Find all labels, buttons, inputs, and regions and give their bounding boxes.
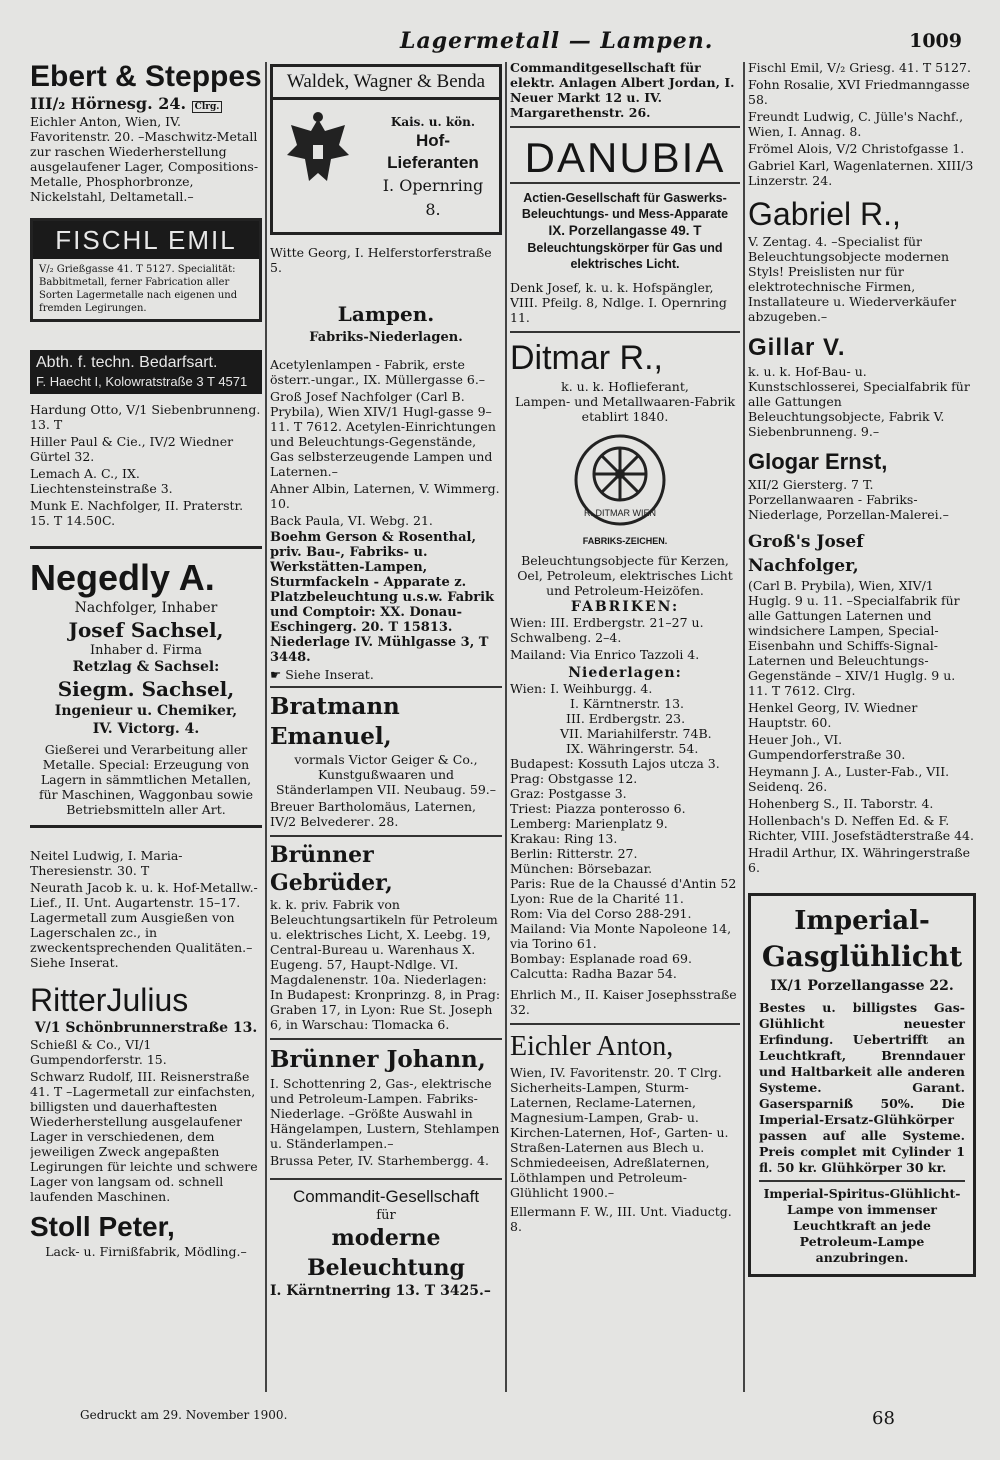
fabrik-wien: Wien: III. Erdbergstr. 21–27 u. Schwalbeng. 2–4. xyxy=(510,615,704,645)
listing-henkel: Henkel Georg, IV. Wiedner Hauptstr. 60. xyxy=(748,700,918,730)
column-2 xyxy=(270,60,502,1300)
gabriel-r-title: Gabriel R., xyxy=(748,196,901,232)
waldek-advertisement xyxy=(270,64,502,235)
listing-back: Back Paula, VI. Webg. 21. xyxy=(270,513,433,528)
niederlagen-heading: Niederlagen: xyxy=(568,665,682,681)
listing-commandit-jordan: Commanditgesellschaft für elektr. Anlagen Albert Jordan, I. Neuer Markt 12 u. IV. Margarethenstr. 26. xyxy=(510,60,735,120)
page-number: 1009 xyxy=(909,30,962,52)
print-date: Gedruckt am 29. November 1900. xyxy=(80,1408,288,1422)
imperial-spiritus: Imperial-Spiritus-Glühlicht-Lampe von immenser Leuchtkraft an jede Petroleum-Lampe anzubringen. xyxy=(759,1180,965,1266)
negedly-siegm: Siegm. Sachsel, xyxy=(57,677,235,701)
column-rule xyxy=(505,62,507,1392)
ditmar-advertisement xyxy=(510,331,740,981)
bruenner-j-title: Brünner Johann, xyxy=(270,1038,502,1076)
gross2-text: (Carl B. Prybila), Wien, XIV/1 Huglg. 9 u. 11. –Specialfabrik für alle Gattungen Laternen und windsichere Lampen, Special-Eisenbahn und Schiffs-Signal-Laternen und Beleuchtungs-Gegenstände – XIV/1 Huglg. 9 u. 11. T 7612. Clrg. xyxy=(748,578,960,698)
negedly-inhaber: Inhaber d. Firma xyxy=(89,643,203,658)
waldek-oper: I. Opernring 8. xyxy=(382,176,484,219)
ebert-address: III/₂ Hörnesg. 24. xyxy=(30,94,187,113)
gillar-text: k. u. k. Hof-Bau- u. Kunstschlosserei, Specialfabrik für alle Gattungen Beleuchtungsobjecte, Fabrik V. Siebenbrunneng. 9.– xyxy=(748,364,970,439)
listing-gabriel-karl: Gabriel Karl, Wagenlaternen. XIII/3 Linzerstr. 24. xyxy=(748,158,974,188)
listing-acetylen: Acetylenlampen - Fabrik, erste österr.-ungar., IX. Müllergasse 6.– xyxy=(270,357,486,387)
commandit-fuer: für xyxy=(376,1208,396,1223)
commandit-title: Commandit-Gesellschaft xyxy=(292,1187,480,1206)
listing-munk: Munk E. Nachfolger, II. Praterstr. 15. T 14.50C. xyxy=(30,498,244,528)
nl-wien-3: III. Erdbergstr. 23. xyxy=(566,711,686,726)
bruenner-j-text: I. Schottenring 2, Gas-, elektrische und Petroleum-Lampen. Fabriks-Niederlage. –Größte Auswahl in Hängelampen, Lustern, Stehlampen u. Ständerlampen.– xyxy=(270,1076,500,1151)
negedly-retzlag: Retzlag & Sachsel: xyxy=(72,659,220,675)
negedly-victorg: IV. Victorg. 4. xyxy=(92,721,200,737)
gabriel-r-text: V. Zentag. 4. –Specialist für Beleuchtungsobjecte modernen Styls! Preislisten nur für elektrotechnische Firmen, Installateure u. Wiederverkäufer abzugeben.– xyxy=(748,234,957,324)
waldek-hof: Hof- xyxy=(416,131,450,150)
listing-ellermann: Ellermann F. W., III. Unt. Viaductg. 8. xyxy=(510,1204,732,1234)
page-header xyxy=(0,28,1000,58)
listing-ehrlich: Ehrlich M., II. Kaiser Josephsstraße 32. xyxy=(510,987,737,1017)
column-1 xyxy=(30,60,262,1259)
listing-neurath: Neurath Jacob k. u. k. Hof-Metallw.-Lief., II. Unt. Augartenstr. 15–17. Lagermetall zum Ausgießen von Lagerschalen zc., in zweckentsprechenden Qualitäten.– Siehe Inserat. xyxy=(30,880,258,970)
section-fabriks: Fabriks-Niederlagen. xyxy=(309,330,463,345)
danubia-title: DANUBIA xyxy=(510,134,740,184)
listing-heymann: Heymann J. A., Luster-Fab., VII. Seidenq. 26. xyxy=(748,764,950,794)
commandit-address: I. Kärntnerring 13. T 3425.– xyxy=(270,1283,491,1299)
listing-gross: Groß Josef Nachfolger (Carl B. Prybila), Wien XIV/1 Hugl-gasse 9–11. T 7612. Acetylen-Einrichtungen und Beleuchtungs-Gegenstände, Gas selbsterzeugende Lampen und Laternen.– xyxy=(270,389,496,479)
nl-calcutta: Calcutta: Radha Bazar 54. xyxy=(510,966,677,981)
nl-bombay: Bombay: Esplanade road 69. xyxy=(510,951,692,966)
nl-krakau: Krakau: Ring 13. xyxy=(510,831,618,846)
nl-budapest: Budapest: Kossuth Lajos utcza 3. xyxy=(510,756,720,771)
negedly-advertisement xyxy=(30,546,262,828)
nl-paris: Paris: Rue de la Chaussé d'Antin 52 xyxy=(510,876,737,891)
imperial-text: Bestes u. billigstes Gas-Glühlicht neuester Erfindung. Uebertrifft an Leuchtkraft, Brenndauer und Haltbarkeit alle anderen Systeme. Garant. Gasersparniß 50%. Die Imperial-Ersatz-Glühkörper passen auf alle Systeme. Preis complet mit Cylinder 1 fl. 50 kr. Glühkörper 30 kr. xyxy=(759,1000,965,1175)
fabriken-heading: FABRIKEN: xyxy=(570,599,680,615)
danubia-advertisement xyxy=(510,126,740,272)
imperial-gasgluehlicht: Gasglühlicht xyxy=(761,940,963,973)
commandit-moderne: moderne Beleuchtung xyxy=(307,1225,465,1281)
waldek-details xyxy=(373,115,493,222)
ritter-title: RitterJulius xyxy=(30,982,189,1018)
stoll-address: Lack- u. Firnißfabrik, Mödling.– xyxy=(45,1244,247,1259)
imperial-advertisement xyxy=(748,893,976,1277)
waldek-kais: Kais. u. kön. xyxy=(390,115,476,129)
nl-triest: Triest: Piazza ponterosso 6. xyxy=(510,801,686,816)
listing-hollenbach: Hollenbach's D. Neffen Ed. & F. Richter, VIII. Josefstädterstraße 44. xyxy=(748,813,974,843)
nl-wien-4: VII. Mariahilferstr. 74B. xyxy=(560,726,712,741)
listing-fohn: Fohn Rosalie, XVI Friedmanngasse 58. xyxy=(748,77,970,107)
ditmar-line-3: etablirt 1840. xyxy=(581,409,669,424)
nl-wien-2: I. Kärntnerstr. 13. xyxy=(570,696,685,711)
danubia-sub: Actien-Gesellschaft für Gaswerks-Beleuchtungs- und Mess-Apparate xyxy=(521,191,729,221)
ditmar-beleuchtung: Beleuchtungsobjecte für Kerzen, Oel, Petroleum, elektrisches Licht und Petroleum-Heizöfen. xyxy=(517,553,733,598)
column-4 xyxy=(748,60,976,1277)
nl-muenchen: München: Börsebazar. xyxy=(510,861,653,876)
nl-wien: Wien: I. Weihburgg. 4. xyxy=(510,681,653,696)
fischl-advertisement xyxy=(30,218,262,322)
page-title: Lagermetall — Lampen. xyxy=(400,28,714,54)
listing-hradil: Hradil Arthur, IX. Währingerstraße 6. xyxy=(748,845,971,875)
ebert-steppes-logo: Ebert & Steppes xyxy=(30,60,262,93)
eichler-title: Eichler Anton, xyxy=(510,1023,740,1065)
ditmar-line-2: Lampen- und Metallwaaren-Fabrik xyxy=(514,394,736,409)
ditmar-logo-area xyxy=(510,424,740,534)
column-rule xyxy=(743,62,745,1392)
column-rule xyxy=(265,62,267,1392)
listing-hiller: Hiller Paul & Cie., IV/2 Wiedner Gürtel 32. xyxy=(30,434,234,464)
negedly-title: Negedly A. xyxy=(30,557,215,598)
negedly-sachsel: Josef Sachsel, xyxy=(68,618,224,642)
column-3 xyxy=(510,60,740,1236)
listing-neitel: Neitel Ludwig, I. Maria-Theresienstr. 30. T xyxy=(30,848,183,878)
abth-banner xyxy=(30,350,262,394)
glogar-text: XII/2 Giersterg. 7 T. Porzellanwaaren - Fabriks-Niederlage, Porzellan-Malerei.– xyxy=(748,477,949,522)
ditmar-logo-text: R. DITMAR WIEN xyxy=(584,508,656,518)
ritter-address: V/1 Schönbrunnerstraße 13. xyxy=(34,1020,258,1036)
listing-boehm: Boehm Gerson & Rosenthal, priv. Bau-, Fabriks- u. Werkstätten-Lampen, Sturmfackeln - Apparate z. Platzbeleuchtung u.s.w. Fabrik und Comptoir: XX. Donau-Eschingerg. 20. T 15813. Niederlage IV. Mühlgasse 3, T 3448. xyxy=(270,530,495,665)
nl-mailand: Mailand: Via Monte Napoleone 14, via Torino 61. xyxy=(510,921,732,951)
listing-breuer: Breuer Bartholomäus, Laternen, IV/2 Belvederег. 28. xyxy=(270,799,477,829)
listing-froemel: Frömel Alois, V/2 Christofgasse 1. xyxy=(748,141,965,156)
listing-denk: Denk Josef, k. u. k. Hofspängler, VIII. Pfeilg. 8, Ndlge. I. Opernring 11. xyxy=(510,280,727,325)
listing-schwarz: Schwarz Rudolf, III. Reisnerstraße 41. T –Lagermetall zur einfachsten, billigsten und dauerhaftesten Wiederherstellung ausgelaufener Lager in verschiedenen, dem jeweiligen Zweck angepaßten Legirungen für leichte und schwere Lager von langsam od. schnell laufenden Maschinen. xyxy=(30,1069,258,1204)
nl-prag: Prag: Obstgasse 12. xyxy=(510,771,638,786)
listing-hardung: Hardung Otto, V/1 Siebenbrunneng. 13. T xyxy=(30,402,261,432)
listing-heuer: Heuer Joh., VI. Gumpendorferstraße 30. xyxy=(748,732,906,762)
listing-freundt: Freundt Ludwig, C. Jülle's Nachf., Wien, I. Annag. 8. xyxy=(748,109,964,139)
double-eagle-emblem-icon xyxy=(283,111,353,191)
waldek-title: Waldek, Wagner & Benda xyxy=(273,67,499,100)
abth-line-1: Abth. f. techn. Bedarfsart. xyxy=(36,354,218,371)
ditmar-wheel-logo-icon xyxy=(565,432,675,532)
folio-number: 68 xyxy=(872,1408,895,1429)
danubia-address: IX. Porzellangasse 49. T xyxy=(548,223,702,238)
section-lampen: Lampen. xyxy=(337,302,435,326)
nl-berlin: Berlin: Ritterstr. 27. xyxy=(510,846,638,861)
listing-schiessl: Schießl & Co., VI/1 Gumpendorferstr. 15. xyxy=(30,1037,167,1067)
bruenner-g-title: Brünner Gebrüder, xyxy=(270,835,502,897)
gross2-title: Groß's Josef Nachfolger, xyxy=(748,532,864,576)
fabriks-zeichen: FABRIKS-ZEICHEN. xyxy=(582,536,668,546)
gillar-title: Gillar V. xyxy=(748,334,846,361)
ditmar-title: Ditmar R., xyxy=(510,339,663,377)
eichler-text: Wien, IV. Favoritenstr. 20. T Clrg. Sicherheits-Lampen, Sturm-Laternen, Reclame-Laternen, Magnesium-Lampen, Grab- u. Kirchen-Laternen, Hof-, Garten- u. Straßen-Laternen aus Blech u. Schmiedeeisen, Adreßlaternen, Löthlampen und Petroleum-Glühlicht 1900.– xyxy=(510,1065,729,1200)
boehm-see-text: Siehe Inserat. xyxy=(285,667,374,682)
listing-hohenberg: Hohenberg S., II. Taborstr. 4. xyxy=(748,796,934,811)
nl-graz: Graz: Postgasse 3. xyxy=(510,786,627,801)
abth-line-2: F. Haecht I, Kolowratstraße 3 T 4571 xyxy=(36,374,248,389)
imperial-address: IX/1 Porzellangasse 22. xyxy=(770,978,954,994)
nl-rom: Rom: Via del Corso 288-291. xyxy=(510,906,692,921)
fischl-text: V/₂ Grießgasse 41. T 5127. Specialität: Babbitmetall, ferner Fabrication aller Sorten Lagermetalle nach eigenen und fremden Legirungen. xyxy=(39,264,238,314)
glogar-title: Glogar Ernst, xyxy=(748,449,888,474)
listing-ahner: Ahner Albin, Laternen, V. Wimmerg. 10. xyxy=(270,481,500,511)
bratmann-title: Bratmann Emanuel, xyxy=(270,686,502,752)
negedly-text: Gießerei und Verarbeitung aller Metalle. Special: Erzeugung von Lagern in sämmtlichen Metallen, für Maschinen, Waggonbau sowie Betriebsmitteln aller Art. xyxy=(38,742,254,817)
danubia-text: Beleuchtungskörper für Gas und elektrisches Licht. xyxy=(527,241,723,271)
nl-lyon: Lyon: Rue de la Charité 11. xyxy=(510,891,684,906)
negedly-ing: Ingenieur u. Chemiker, xyxy=(54,703,238,719)
listing-fischl: Fischl Emil, V/₂ Griesg. 41. T 5127. xyxy=(748,60,971,75)
nl-wien-5: IX. Währingerstr. 54. xyxy=(566,741,699,756)
boehm-see: ☛ Siehe Inserat. xyxy=(270,667,374,682)
clearing-badge: Clrg. xyxy=(192,101,223,113)
nl-lemberg: Lemberg: Marienplatz 9. xyxy=(510,816,668,831)
bratmann-text: vormals Victor Geiger & Co., Kunstgußwaaren und Ständerlampen VII. Neubaug. 59.– xyxy=(275,752,496,797)
fischl-title: FISCHL EMIL xyxy=(33,221,259,259)
fabrik-mailand: Mailand: Via Enrico Tazzoli 4. xyxy=(510,647,700,662)
listing-lemach: Lemach A. C., IX. Liechtensteinstraße 3. xyxy=(30,466,173,496)
stoll-title: Stoll Peter, xyxy=(30,1211,175,1242)
bruenner-g-text: k. k. priv. Fabrik von Beleuchtungsartikeln für Petroleum u. elektrisches Licht, X. Leebg. 19, Central-Bureau u. Warenhaus X. Eugeng. 57, Haupt-Ndlge. VI. Magdalenenstr. 10a. Niederlagen: In Budapest: Kronprinzg. 8, in Prag: Graben 17, in Lyon: Rue St. Joseph 6, in Warschau: Tlomacka 6. xyxy=(270,897,501,1032)
imperial-title: Imperial- xyxy=(794,906,930,936)
listing-eichler: Eichler Anton, Wien, IV. Favoritenstr. 20. –Maschwitz-Metall zur raschen Wiederherstellung ausgelaufener Lager, Compositions-Metalle, Phosphorbronze, Nickelstahl, Deltametall.– xyxy=(30,114,259,204)
ditmar-line-1: k. u. k. Hoflieferant, xyxy=(561,379,689,394)
negedly-nachfolger: Nachfolger, Inhaber xyxy=(74,600,218,616)
listing-brussa: Brussa Peter, IV. Starhembergg. 4. xyxy=(270,1153,489,1168)
commandit-advertisement xyxy=(270,1178,502,1300)
listing-witte: Witte Georg, I. Helferstorferstraße 5. xyxy=(270,245,492,275)
waldek-lief: Lieferanten xyxy=(387,153,479,172)
